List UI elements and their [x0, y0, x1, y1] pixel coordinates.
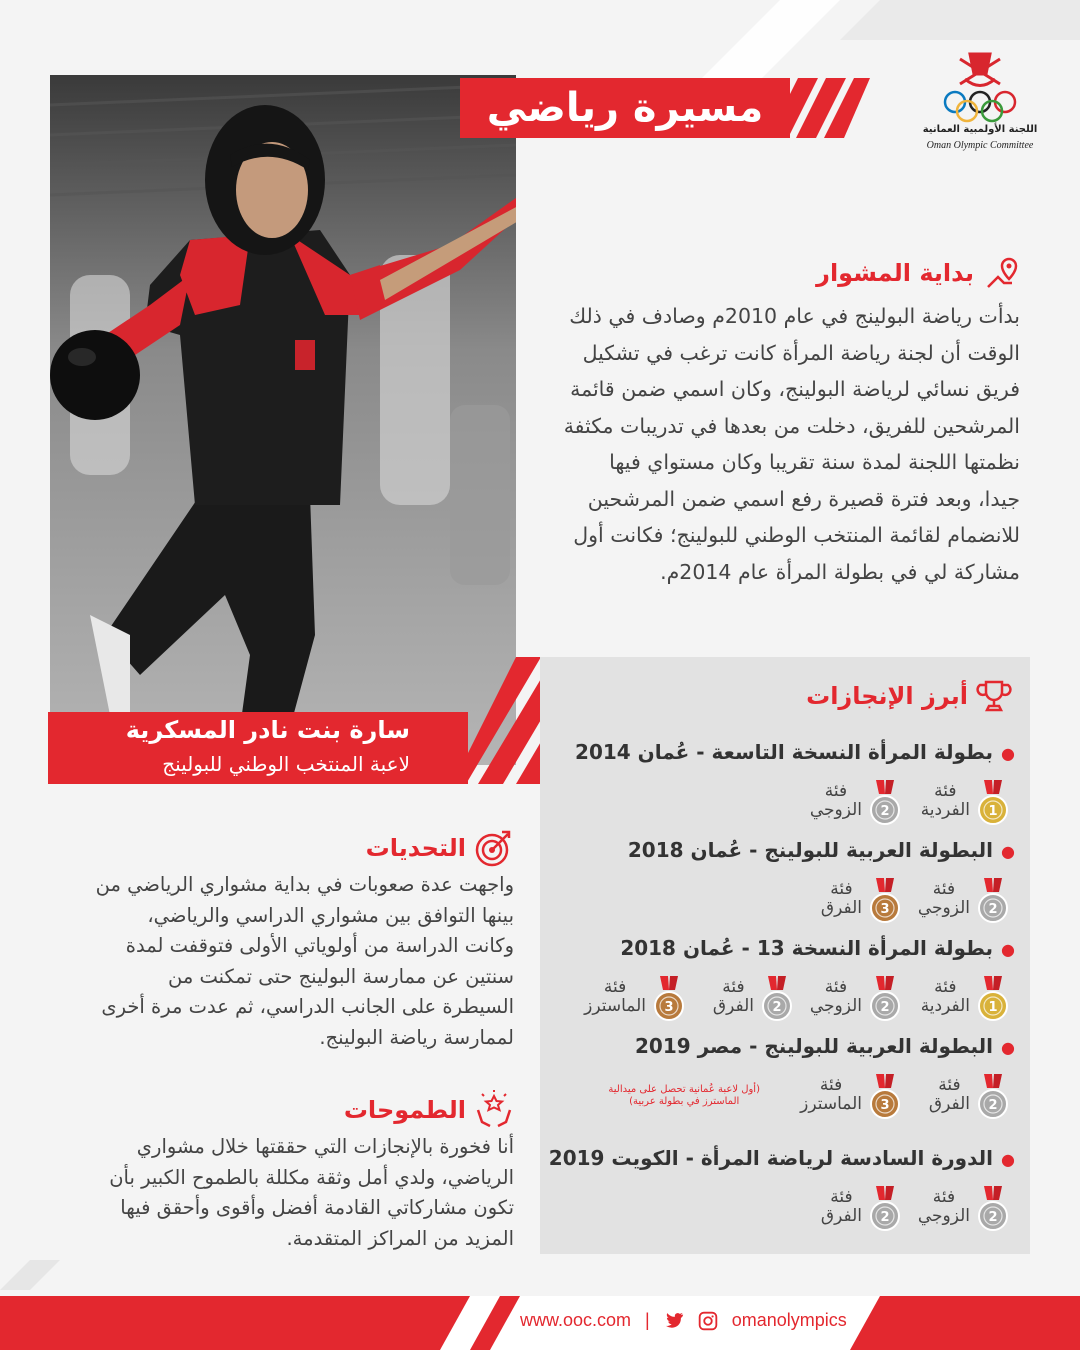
website-link[interactable]: www.ooc.com: [520, 1310, 632, 1330]
beginning-title: بداية المشوار: [816, 259, 974, 287]
medal-entry: [904, 1186, 1010, 1238]
achievement-event-title: ●البطولة العربية للبولينج - عُمان 2018: [627, 838, 1015, 862]
medal-rank-2-icon: [976, 878, 1010, 924]
challenges-text: واجهت عدة صعوبات في بداية مشواري الرياضي من بينها التوافق بين مشواري الدراسي والرياضي، وكانت الدراسة من أولوياتي الأولى فتوقفت لمدة سنتين عن ممارسة البولينج حتى تمكنت من السيطرة على الجانب الدراسي، ثم عدت مرة أخرى لممارسة رياضة البولينج.: [95, 873, 514, 1049]
medal-category-label: فئة الزوجي: [809, 781, 862, 820]
bowler-illustration: [50, 75, 516, 765]
target-icon: [474, 828, 514, 868]
page-title: مسيرة رياضي: [460, 78, 790, 138]
medal-rank-text: 2: [988, 1210, 998, 1225]
medal-category-label: فئة الفردية: [920, 781, 970, 820]
achievement-event-title: ●بطولة المرأة النسخة 13 - عُمان 2018: [620, 936, 1015, 960]
achievement-event-title: ●البطولة العربية للبولينج - مصر 2019: [634, 1034, 1015, 1058]
medal-entry: [796, 1186, 902, 1238]
bullet-icon: ●: [1001, 940, 1015, 959]
bullet-icon: ●: [1001, 1150, 1015, 1169]
medal-entry: [904, 1074, 1010, 1126]
medal-entry: [904, 780, 1010, 832]
hands-star-icon: [474, 1090, 514, 1130]
athlete-role: لاعبة المنتخب الوطني للبولينج: [162, 752, 410, 776]
bullet-icon: ●: [1001, 1038, 1015, 1057]
medal-rank-text: 2: [880, 1210, 890, 1225]
logo-arabic-text: اللجنة الأولمبية العمانية: [922, 124, 1038, 135]
achievements-header: [600, 678, 1012, 714]
achievements-title: أبرز الإنجازات: [806, 682, 968, 710]
medal-rank-text: 2: [880, 1000, 890, 1015]
achievement-event-title: ●الدورة السادسة لرياضة المرأة - الكويت 2019: [548, 1146, 1015, 1170]
footer: [0, 1296, 1080, 1350]
athlete-name: سارة بنت نادر المسكرية: [125, 716, 410, 744]
ambitions-title: الطموحات: [343, 1096, 466, 1124]
medal-rank-1-icon: [976, 780, 1010, 826]
medal-rank-2-icon: [976, 1186, 1010, 1232]
challenges-section: [48, 826, 514, 1053]
medal-entry: [796, 878, 902, 930]
medal-rank-text: 2: [988, 902, 998, 917]
medal-rank-text: 3: [664, 1000, 674, 1015]
medal-rank-2-icon: [760, 976, 794, 1022]
medal-entry: [904, 976, 1010, 1028]
medal-entry: [796, 780, 902, 832]
achievement-event-title: ●بطولة المرأة النسخة التاسعة - عُمان 2014: [575, 740, 1015, 764]
medal-entry: [580, 976, 686, 1028]
ambitions-section: [48, 1088, 514, 1254]
achievement-note: (أول لاعبة عُمانية تحصل على ميدالية الماسترز في بطولة عربية): [608, 1084, 760, 1107]
medal-rank-text: 2: [880, 804, 890, 819]
medal-rank-3-icon: [652, 976, 686, 1022]
medal-rank-text: 1: [988, 1000, 998, 1015]
medal-rank-2-icon: [868, 1186, 902, 1232]
bullet-icon: ●: [1001, 842, 1015, 861]
oman-emblem-icon: [920, 44, 1040, 124]
medal-category-label: فئة الفردية: [920, 977, 970, 1016]
trophy-icon: [976, 678, 1012, 714]
olympic-logo: [920, 44, 1040, 164]
medal-rank-text: 2: [988, 1098, 998, 1113]
footer-divider: |: [645, 1310, 650, 1330]
medal-rank-3-icon: [868, 878, 902, 924]
medal-rank-text: 2: [772, 1000, 782, 1015]
beginning-section: [540, 250, 1020, 590]
medal-rank-2-icon: [976, 1074, 1010, 1120]
medal-category-label: فئة الفرق: [820, 879, 862, 918]
medal-category-label: فئة الماسترز: [800, 1075, 862, 1114]
medal-category-label: فئة الفرق: [928, 1075, 970, 1114]
logo-english-text: Oman Olympic Committee: [926, 140, 1034, 151]
medal-category-label: فئة الفرق: [712, 977, 754, 1016]
medal-rank-text: 3: [880, 902, 890, 917]
medal-category-label: فئة الزوجي: [917, 879, 970, 918]
medal-rank-text: 1: [988, 804, 998, 819]
medal-rank-2-icon: [868, 780, 902, 826]
map-route-icon: [984, 255, 1020, 291]
medal-category-label: فئة الفرق: [820, 1187, 862, 1226]
medal-rank-2-icon: [868, 976, 902, 1022]
medal-category-label: فئة الماسترز: [584, 977, 646, 1016]
medal-category-label: فئة الزوجي: [809, 977, 862, 1016]
medal-rank-text: 3: [880, 1098, 890, 1113]
medal-category-label: فئة الزوجي: [917, 1187, 970, 1226]
athlete-name-banner: [48, 712, 468, 784]
medal-rank-3-icon: [868, 1074, 902, 1120]
beginning-text: بدأت رياضة البولينج في عام 2010م وصادف في ذلك الوقت أن لجنة رياضة المرأة كانت ترغب في تشكيل فريق نسائي لرياضة البولينج، وكان اسمي ضمن قائمة المرشحين للفريق، دخلت من بعدها في تدريبات مكثفة نظمتها اللجنة لمدة سنة تقريبا وكان مستواي فيها جيدا، وبعد فترة قصيرة رفع اسمي ضمن المرشحين للانضمام لقائمة المنتخب الوطني للبولينج؛ فكانت أول مشاركة لي في بطولة المرأة عام 2014م.: [563, 304, 1020, 584]
medal-entry: [904, 878, 1010, 930]
medal-entry: [688, 976, 794, 1028]
social-handle[interactable]: omanolympics: [731, 1310, 847, 1330]
medal-rank-1-icon: [976, 976, 1010, 1022]
bullet-icon: ●: [1001, 744, 1015, 763]
instagram-icon[interactable]: [698, 1311, 718, 1331]
ambitions-text: أنا فخورة بالإنجازات التي حققتها خلال مشواري الرياضي، ولدي أمل وثقة مكللة بالطموح الكبير بأن تكون مشاركاتي القادمة أفضل وأقوى وأحقق فيها المزيد من المراكز المتقدمة.: [109, 1135, 514, 1250]
challenges-title: التحديات: [365, 834, 466, 862]
medal-entry: [796, 1074, 902, 1126]
athlete-photo: [50, 75, 516, 765]
twitter-icon[interactable]: [664, 1312, 684, 1330]
medal-entry: [796, 976, 902, 1028]
